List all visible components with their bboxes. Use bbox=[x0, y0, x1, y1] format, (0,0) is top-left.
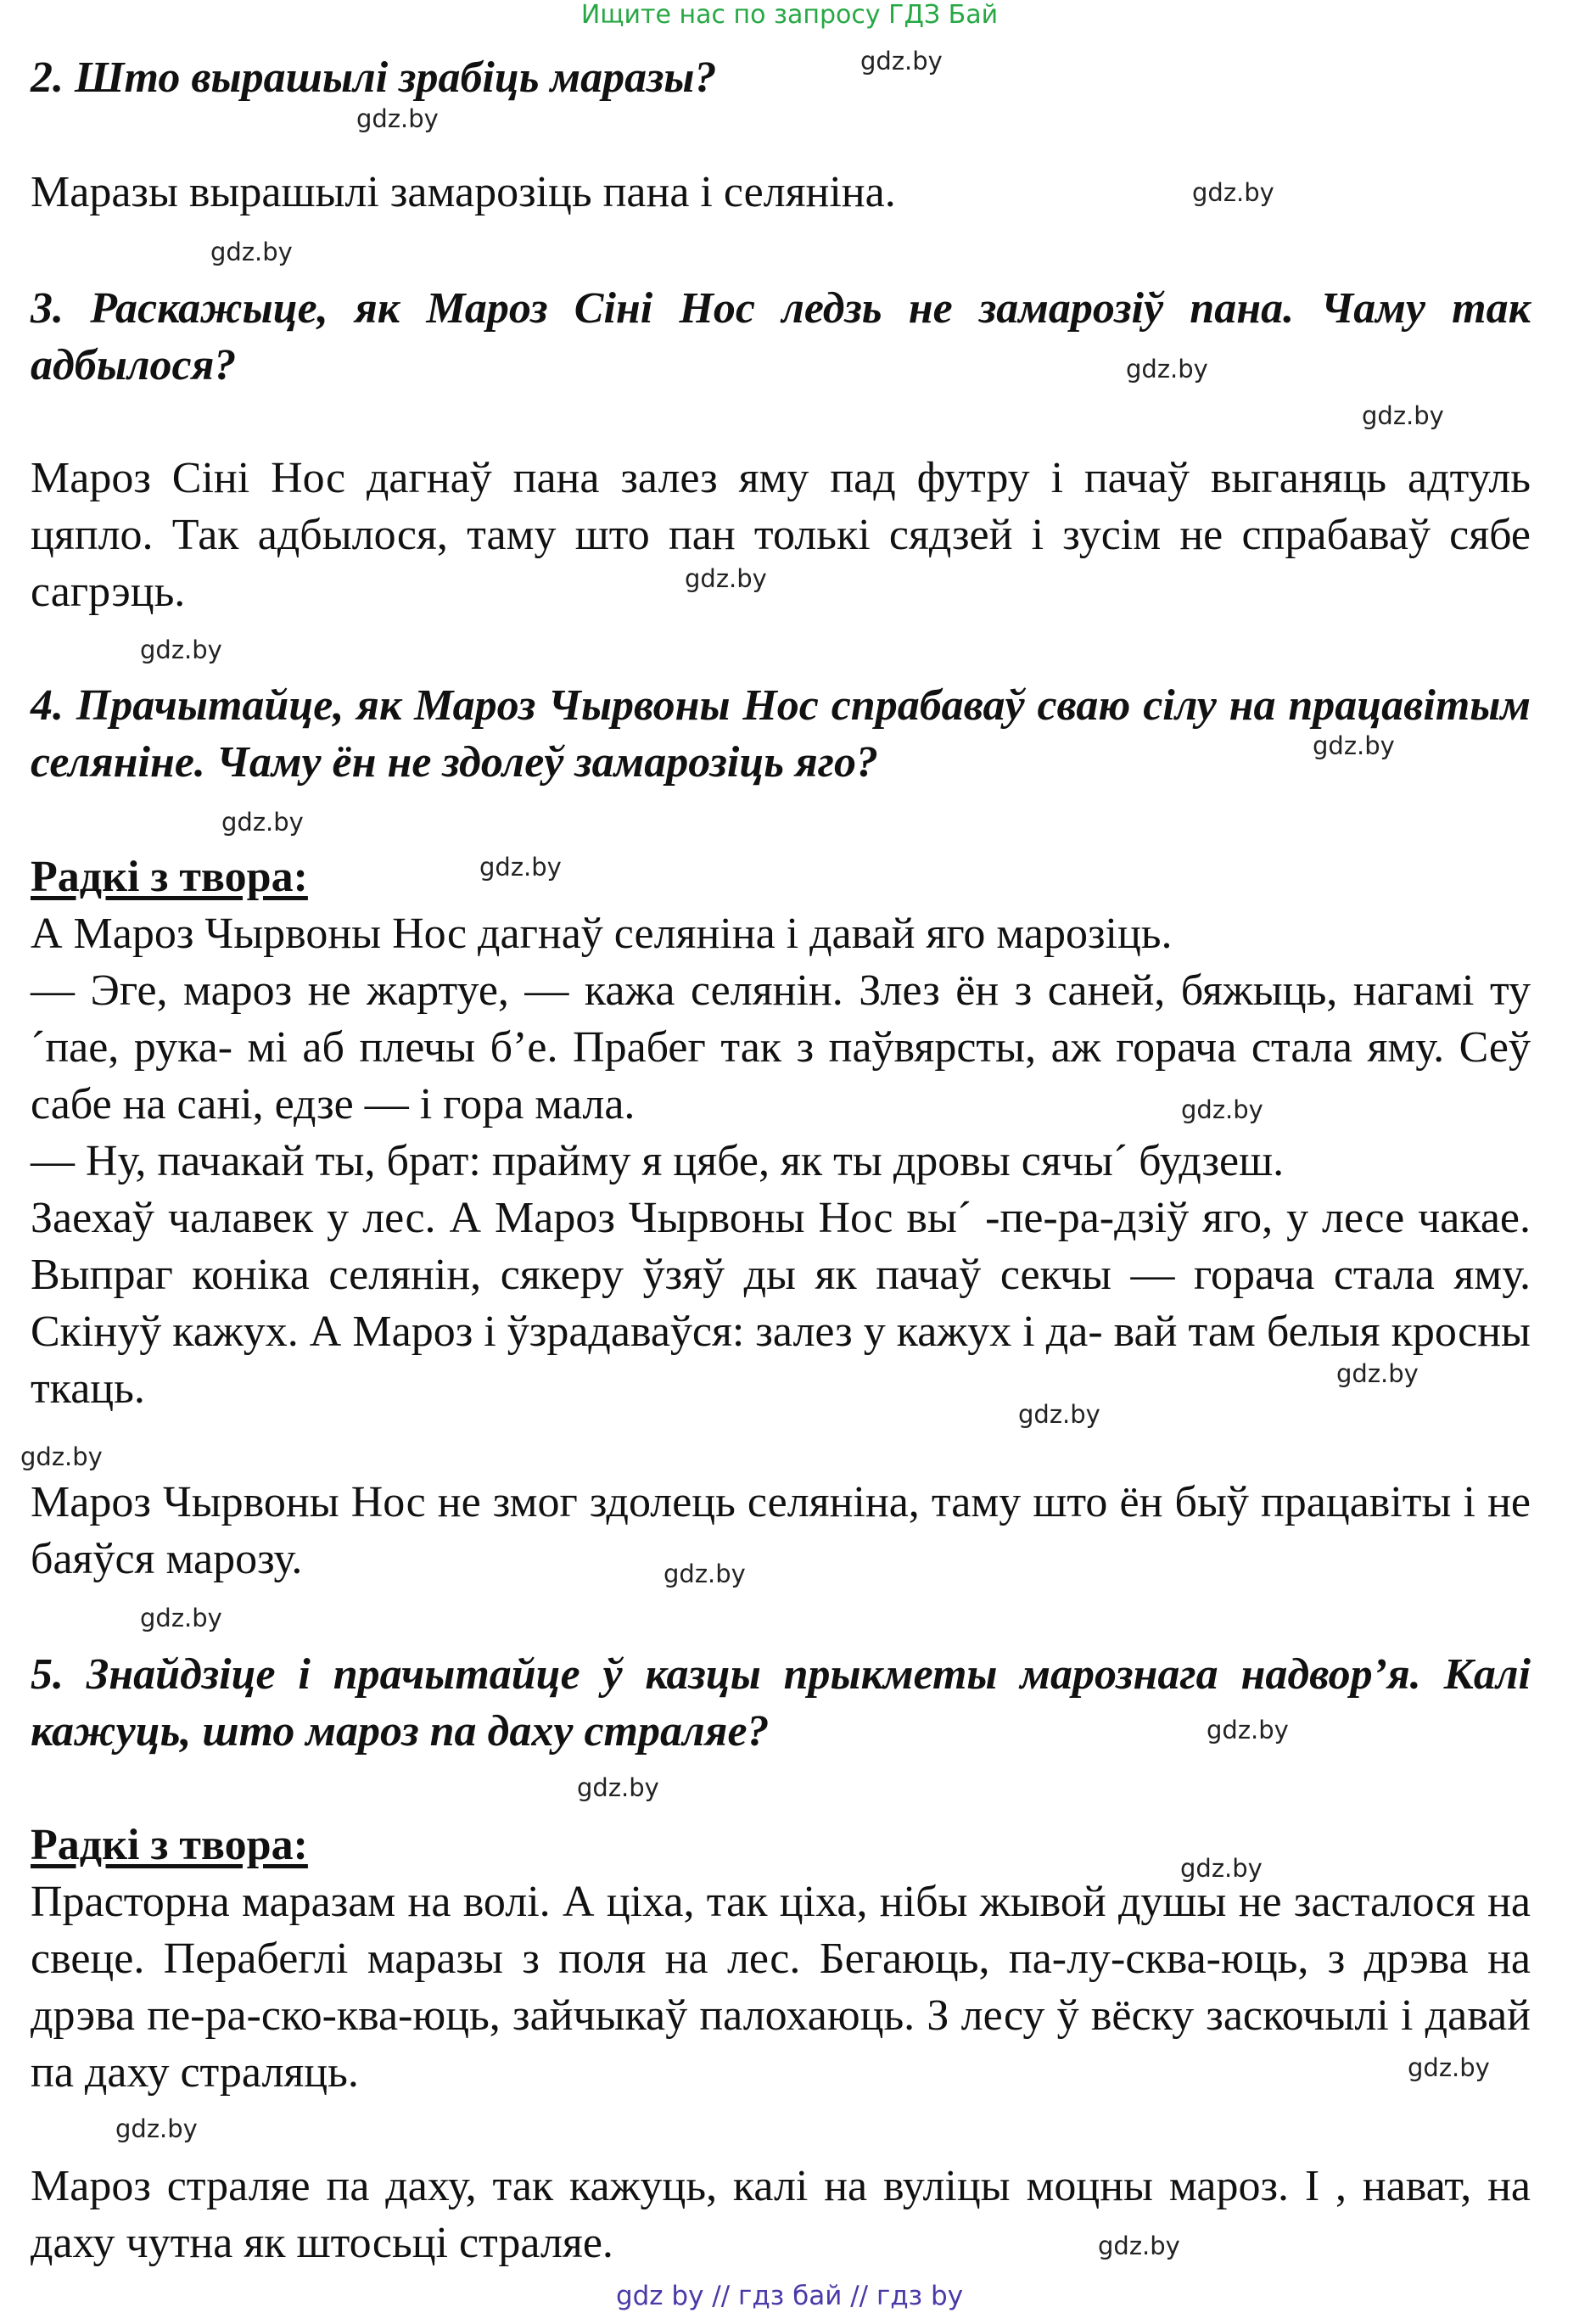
watermark: gdz.by bbox=[1018, 1400, 1100, 1429]
watermark: gdz.by bbox=[577, 1773, 659, 1802]
watermark: gdz.by bbox=[115, 2114, 198, 2143]
watermark: gdz.by bbox=[210, 238, 293, 266]
watermark: gdz.by bbox=[1180, 1854, 1263, 1883]
watermark: gdz.by bbox=[1408, 2053, 1490, 2082]
question-2: 2. Што вырашылі зрабіць маразы? bbox=[31, 53, 717, 102]
excerpt-4-paragraph-4: Заехаў чалавек у лес. А Мароз Чырвоны Нос вы´ -пе-ра-дзіў яго, у лесе чакае. Выпраг коніка селянін, сякеру ўзяў ды як пачаў секчы — горача стала яму. Скінуў кажух. А Мароз і ўзрадаваўся: залез у кажух і да- вай там белыя кросны ткаць. bbox=[31, 1194, 1531, 1413]
watermark: gdz.by bbox=[479, 853, 562, 882]
watermark: gdz.by bbox=[1098, 2232, 1180, 2260]
answer-2: Маразы вырашылі замарозіць пана і селяніна. bbox=[31, 168, 896, 216]
watermark: gdz.by bbox=[1207, 1716, 1289, 1744]
question-3: 3. Раскажыце, як Мароз Сіні Нос ледзь не замарозіў пана. Чаму так адбылося? bbox=[31, 284, 1531, 389]
answer-3: Мароз Сіні Нос дагнаў пана залез яму пад футру і пачаў выганяць адтуль цяпло. Так адбылося, таму што пан толькі сядзей і зусім не спрабаваў сябе сагрэць. bbox=[31, 454, 1531, 616]
watermark: gdz.by bbox=[1181, 1095, 1263, 1124]
watermark: gdz.by bbox=[1192, 178, 1274, 207]
search-hint-link[interactable]: Ищите нас по запросу ГДЗ Бай bbox=[580, 0, 999, 30]
excerpt-5-paragraph: Прасторна маразам на волі. А ціха, так ціха, нібы жывой душы не засталося на свеце. Перабеглі маразы з поля на лес. Бегаюць, па-лу-сква-юць, з дрэва на дрэва пе-ра-ско-ква-юць, зайчыкаў палохаюць. З лесу ў вёску заскочылі і давай па даху страляць. bbox=[31, 1878, 1531, 2097]
footer-links[interactable]: gdz by // гдз бай // гдз by bbox=[615, 2281, 964, 2311]
watermark: gdz.by bbox=[140, 1604, 222, 1632]
excerpt-4-line-3: — Ну, пачакай ты, брат: прайму я цябе, як ты дровы сячы´ будзеш. bbox=[31, 1137, 1285, 1185]
answer-5: Мароз страляе па даху, так кажуць, калі на вуліцы моцны мароз. І , нават, на даху чутна як штосьці страляе. bbox=[31, 2162, 1531, 2267]
watermark: gdz.by bbox=[1336, 1359, 1419, 1388]
question-4: 4. Прачытайце, як Мароз Чырвоны Нос спрабаваў сваю сілу на працавітым селяніне. Чаму ён не здолеў замарозіць яго? bbox=[31, 681, 1531, 787]
watermark: gdz.by bbox=[664, 1560, 746, 1588]
watermark: gdz.by bbox=[20, 1442, 103, 1471]
excerpt-heading-5: Радкі з твора: bbox=[31, 1821, 308, 1869]
watermark: gdz.by bbox=[1126, 355, 1208, 384]
question-5: 5. Знайдзіце і прачытайце ў казцы прыкметы марознага надвор’я. Калі кажуць, што мароз па даху страляе? bbox=[31, 1650, 1531, 1756]
excerpt-4-paragraph-2: — Эге, мароз не жартуе, — кажа селянін. Злез ён з саней, бяжыць, нагамі ту´пае, рука- мі аб плечы б’е. Прабег так з паўвярсты, аж горача стала яму. Сеў сабе на сані, едзе — і гора мала. bbox=[31, 966, 1531, 1128]
watermark: gdz.by bbox=[1362, 401, 1444, 430]
watermark: gdz.by bbox=[356, 104, 439, 133]
watermark: gdz.by bbox=[860, 47, 943, 76]
watermark: gdz.by bbox=[140, 636, 222, 664]
excerpt-heading-4: Радкі з твора: bbox=[31, 853, 308, 901]
watermark: gdz.by bbox=[1313, 731, 1395, 760]
watermark: gdz.by bbox=[685, 564, 767, 593]
excerpt-4-line-1: А Мароз Чырвоны Нос дагнаў селяніна і давай яго марозіць. bbox=[31, 910, 1173, 958]
watermark: gdz.by bbox=[221, 808, 304, 837]
answer-4: Мароз Чырвоны Нос не змог здолець селяніна, таму што ён быў працавіты і не баяўся марозу. bbox=[31, 1478, 1531, 1583]
